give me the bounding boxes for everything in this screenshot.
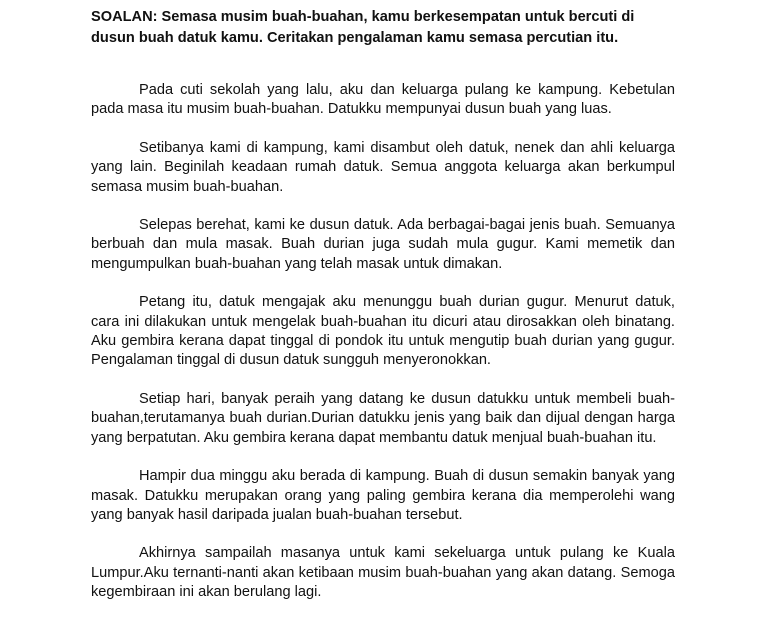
paragraph-1: Pada cuti sekolah yang lalu, aku dan keluarga pulang ke kampung. Kebetulan pada masa itu musim buah-buahan. Datukku mempunyai dusun buah yang luas. <box>91 82 675 118</box>
paragraph-2: Setibanya kami di kampung, kami disambut oleh datuk, nenek dan ahli keluarga yang lain. Beginilah keadaan rumah datuk. Semua anggota keluarga akan berkumpul semasa musim buah-buahan. <box>91 139 675 195</box>
essay-document <box>91 7 675 622</box>
paragraph-6: Hampir dua minggu aku berada di kampung. Buah di dusun semakin banyak yang masak. Datukku merupakan orang yang paling gembira kerana dia memperolehi wang yang banyak hasil daripada jualan buah-buahan tersebut. <box>91 468 675 523</box>
paragraph-4: Petang itu, datuk mengajak aku menunggu buah durian gugur. Menurut datuk, cara ini dilakukan untuk mengelak buah-buahan itu dicuri atau dirosakkan oleh binatang. Aku gembira kerana dapat tinggal di pondok itu untuk mengutip buah durian yang gugur. Pengalaman tinggal di dusun datuk sungguh menyeronokkan. <box>91 294 675 369</box>
paragraph-3: Selepas berehat, kami ke dusun datuk. Ada berbagai-bagai jenis buah. Semuanya berbuah dan mula masak. Buah durian juga sudah mula gugur. Kami memetik dan mengumpulkan buah-buahan yang telah masak untuk dimakan. <box>91 217 675 272</box>
question-heading: SOALAN: Semasa musim buah-buahan, kamu berkesempatan untuk bercuti di dusun buah datuk kamu. Ceritakan pengalaman kamu semasa percutian itu. <box>91 9 635 46</box>
paragraph-5: Setiap hari, banyak peraih yang datang ke dusun datukku untuk membeli buah-buahan,terutamanya buah durian.Durian datukku jenis yang baik dan dijual dengan harga yang berpatutan. Aku gembira kerana dapat membantu datuk menjual buah-buahan itu. <box>91 390 675 446</box>
paragraph-7: Akhirnya sampailah masanya untuk kami sekeluarga untuk pulang ke Kuala Lumpur.Aku ternanti-nanti akan ketibaan musim buah-buahan yang akan datang. Semoga kegembiraan ini akan berulang lagi. <box>91 545 675 601</box>
